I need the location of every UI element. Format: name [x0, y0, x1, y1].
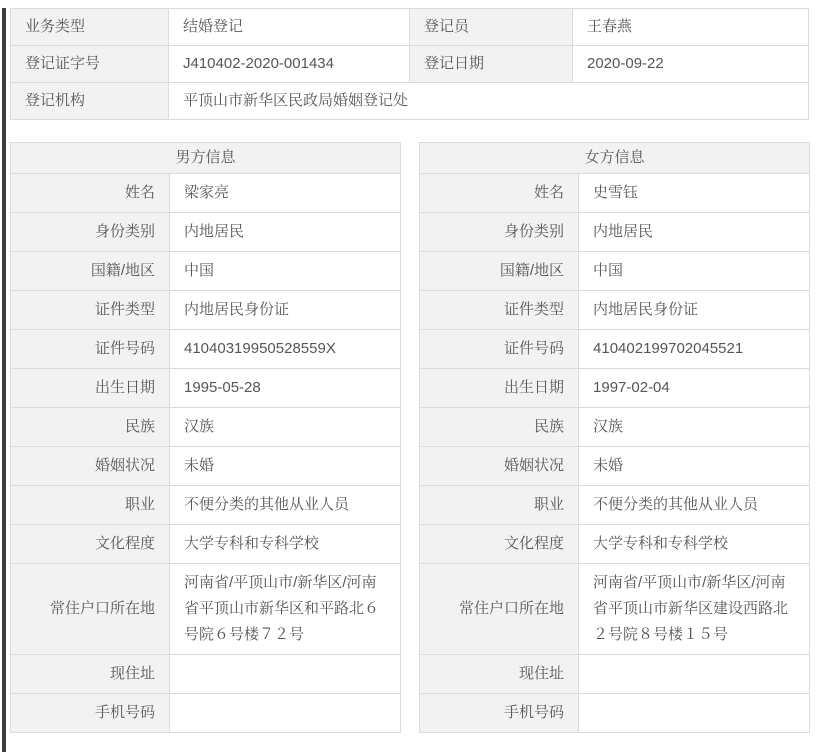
- table-row: [11, 655, 401, 694]
- field-label-registrar: 登记员: [410, 9, 573, 46]
- field-label: 国籍/地区: [420, 252, 579, 291]
- field-label: 职业: [420, 486, 579, 525]
- table-row: [420, 694, 810, 733]
- registration-record: [10, 8, 808, 733]
- field-value: 内地居民身份证: [579, 291, 810, 330]
- field-value: 汉族: [579, 408, 810, 447]
- field-value-business-type: 结婚登记: [169, 9, 410, 46]
- field-label: 证件号码: [11, 330, 170, 369]
- field-value: 梁家亮: [170, 174, 401, 213]
- table-row: [420, 330, 810, 369]
- field-value: 大学专科和专科学校: [579, 525, 810, 564]
- table-row: [420, 213, 810, 252]
- field-label: 民族: [11, 408, 170, 447]
- field-value: [579, 655, 810, 694]
- table-row: [420, 408, 810, 447]
- female-table-title: 女方信息: [420, 143, 810, 174]
- field-label: 国籍/地区: [11, 252, 170, 291]
- table-row: [420, 655, 810, 694]
- table-row: [420, 486, 810, 525]
- field-label: 证件号码: [420, 330, 579, 369]
- field-value-certificate-number: J410402-2020-001434: [169, 46, 410, 83]
- table-row: [11, 408, 401, 447]
- male-table-title: 男方信息: [11, 143, 401, 174]
- field-label: 证件类型: [420, 291, 579, 330]
- table-row: [420, 369, 810, 408]
- table-row: [11, 525, 401, 564]
- field-label: 姓名: [420, 174, 579, 213]
- male-info-table: [10, 142, 401, 733]
- field-value: 不便分类的其他从业人员: [579, 486, 810, 525]
- field-value: 不便分类的其他从业人员: [170, 486, 401, 525]
- field-value: 河南省/平顶山市/新华区/河南省平顶山市新华区和平路北６号院６号楼７２号: [170, 564, 401, 655]
- person-tables: [10, 142, 808, 733]
- table-row: [420, 174, 810, 213]
- window-left-edge-bar: [2, 8, 6, 752]
- field-value: [170, 694, 401, 733]
- field-label: 现住址: [11, 655, 170, 694]
- field-label: 身份类别: [420, 213, 579, 252]
- table-row: [420, 564, 810, 655]
- field-label: 手机号码: [420, 694, 579, 733]
- table-row: [11, 694, 401, 733]
- table-row: [11, 213, 401, 252]
- field-label-registration-office: 登记机构: [11, 83, 169, 120]
- field-value: 内地居民: [170, 213, 401, 252]
- field-label: 姓名: [11, 174, 170, 213]
- table-header-row: [420, 143, 810, 174]
- field-value: 内地居民身份证: [170, 291, 401, 330]
- field-label: 职业: [11, 486, 170, 525]
- field-value-registration-date: 2020-09-22: [573, 46, 809, 83]
- field-label: 出生日期: [420, 369, 579, 408]
- table-row: [420, 525, 810, 564]
- table-row: [11, 252, 401, 291]
- table-row: [11, 369, 401, 408]
- field-value: 中国: [170, 252, 401, 291]
- table-row: [11, 9, 809, 46]
- table-row: [11, 83, 809, 120]
- table-row: [11, 330, 401, 369]
- table-row: [11, 291, 401, 330]
- field-label-business-type: 业务类型: [11, 9, 169, 46]
- field-value: 未婚: [170, 447, 401, 486]
- table-row: [420, 447, 810, 486]
- field-label: 证件类型: [11, 291, 170, 330]
- registration-summary-table: [10, 8, 809, 120]
- field-label: 文化程度: [11, 525, 170, 564]
- field-value: 1997-02-04: [579, 369, 810, 408]
- field-label: 身份类别: [11, 213, 170, 252]
- field-label: 常住户口所在地: [420, 564, 579, 655]
- field-label: 手机号码: [11, 694, 170, 733]
- field-label: 婚姻状况: [11, 447, 170, 486]
- field-label: 文化程度: [420, 525, 579, 564]
- female-info-table: [419, 142, 810, 733]
- field-value-registration-office: 平顶山市新华区民政局婚姻登记处: [169, 83, 809, 120]
- field-value: 史雪钰: [579, 174, 810, 213]
- field-value: 41040319950528559X: [170, 330, 401, 369]
- field-label-registration-date: 登记日期: [410, 46, 573, 83]
- field-value: 未婚: [579, 447, 810, 486]
- field-value: 大学专科和专科学校: [170, 525, 401, 564]
- table-row: [420, 252, 810, 291]
- field-value: 汉族: [170, 408, 401, 447]
- field-label: 婚姻状况: [420, 447, 579, 486]
- field-value: 河南省/平顶山市/新华区/河南省平顶山市新华区建设西路北２号院８号楼１５号: [579, 564, 810, 655]
- table-row: [11, 447, 401, 486]
- field-label: 民族: [420, 408, 579, 447]
- table-row: [11, 46, 809, 83]
- field-value-registrar: 王春燕: [573, 9, 809, 46]
- field-value: 410402199702045521: [579, 330, 810, 369]
- field-label: 现住址: [420, 655, 579, 694]
- field-value: 1995-05-28: [170, 369, 401, 408]
- field-value: [579, 694, 810, 733]
- table-row: [11, 564, 401, 655]
- table-row: [420, 291, 810, 330]
- field-label: 出生日期: [11, 369, 170, 408]
- table-row: [11, 174, 401, 213]
- field-value: 内地居民: [579, 213, 810, 252]
- field-label-certificate-number: 登记证字号: [11, 46, 169, 83]
- table-header-row: [11, 143, 401, 174]
- table-row: [11, 486, 401, 525]
- field-label: 常住户口所在地: [11, 564, 170, 655]
- field-value: 中国: [579, 252, 810, 291]
- field-value: [170, 655, 401, 694]
